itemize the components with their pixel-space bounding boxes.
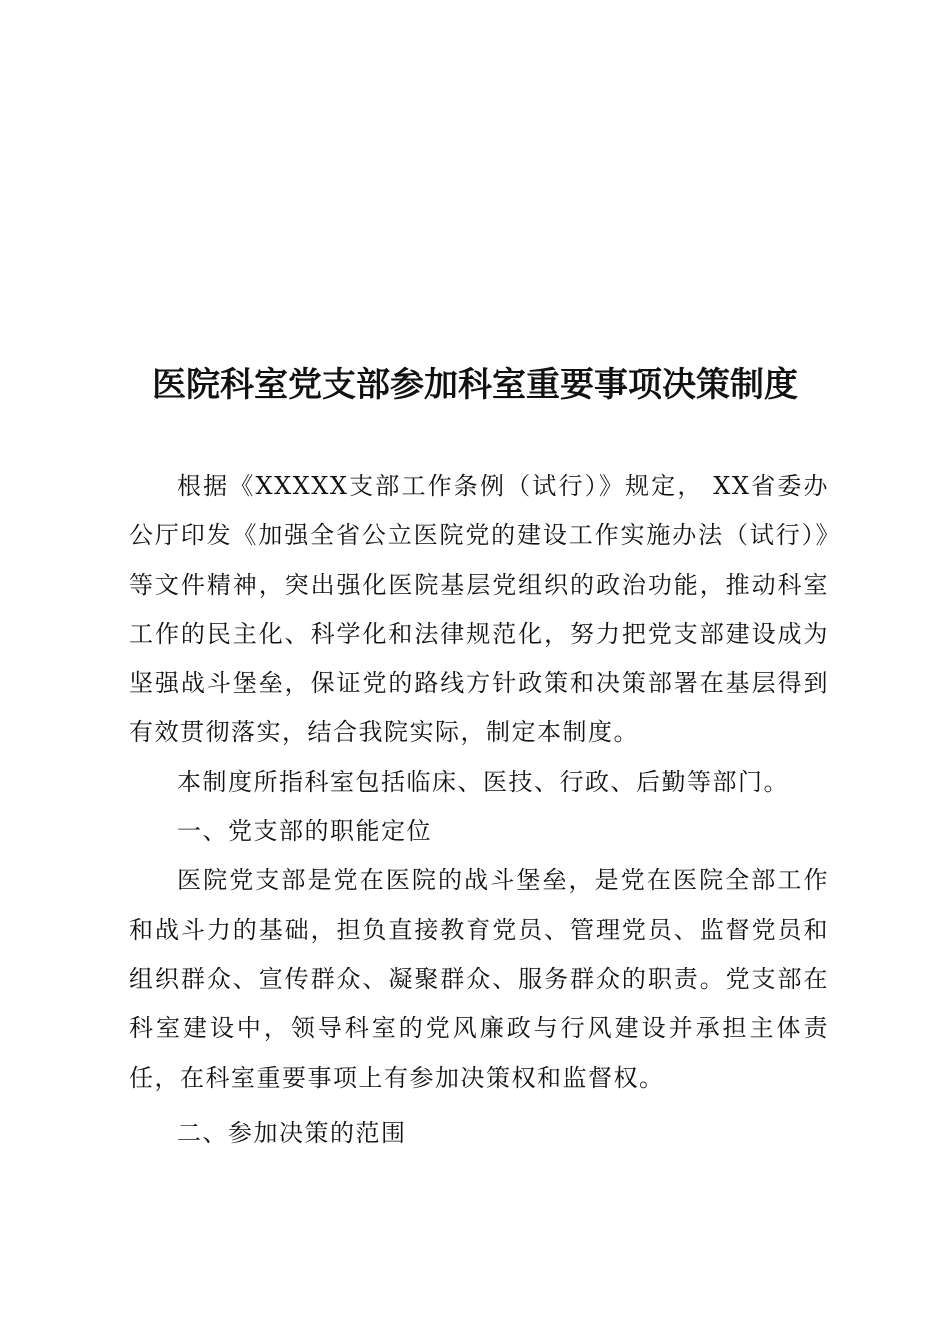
- paragraph-scope: 本制度所指科室包括临床、医技、行政、后勤等部门。: [177, 767, 789, 796]
- section-heading-2: 二、参加决策的范围: [177, 1118, 407, 1147]
- document-body: [129, 462, 829, 1158]
- paragraph-intro: 根据《XXXXX支部工作条例（试行）》规定， XX省委办公厅印发《加强全省公立医院党的建设工作实施办法（试行）》等文件精神，突出强化医院基层党组织的政治功能，推动科室工作的民主化、科学化和法律规范化，努力把党支部建设成为坚强战斗堡垒，保证党的路线方针政策和决策部署在基层得到有效贯彻落实，结合我院实际，制定本制度。: [129, 472, 829, 747]
- document-title: 医院科室党支部参加科室重要事项决策制度: [152, 365, 798, 405]
- section-heading-1: 一、党支部的职能定位: [177, 817, 432, 846]
- paragraph-function: 医院党支部是党在医院的战斗堡垒，是党在医院全部工作和战斗力的基础，担负直接教育党员、管理党员、监督党员和组织群众、宣传群众、凝聚群众、服务群众的职责。党支部在科室建设中，领导科室的党风廉政与行风建设并承担主体责任，在科室重要事项上有参加决策权和监督权。: [129, 866, 829, 1092]
